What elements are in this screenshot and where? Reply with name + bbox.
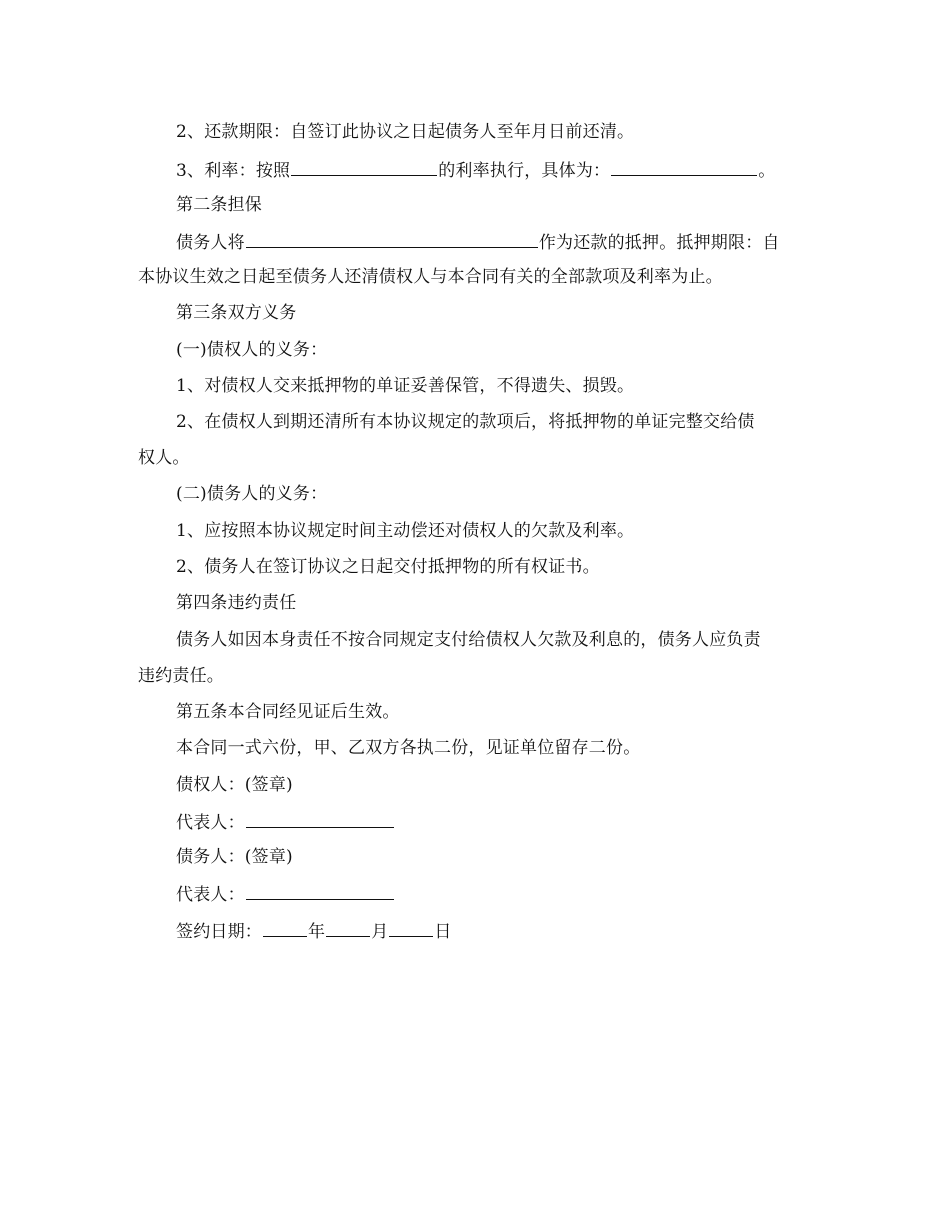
date-year-label: 年 — [308, 922, 326, 942]
collateral-blank[interactable] — [246, 229, 538, 248]
article-2-heading — [138, 193, 848, 217]
interest-basis-blank[interactable] — [291, 157, 437, 176]
collateral-period-text: 本协议生效之日起至债务人还清债权人与本合同有关的全部款项及利率为止。 — [138, 267, 723, 287]
copies-line — [138, 736, 848, 760]
debtor-duty-2 — [138, 555, 848, 579]
liability-line-cont — [138, 664, 810, 688]
creditor-duty-1 — [138, 374, 848, 398]
creditor-rep-blank[interactable] — [246, 809, 394, 828]
article-3-title: 第三条双方义务 — [176, 303, 297, 323]
article-5-heading — [138, 700, 848, 724]
creditor-rep-label: 代表人： — [176, 813, 245, 833]
liability-line — [138, 628, 848, 652]
creditor-duty-2-cont-text: 权人。 — [138, 448, 190, 468]
interest-rate-label: 3、利率：按照 — [176, 161, 291, 181]
creditor-duties-title: (一)债权人的义务： — [176, 340, 328, 360]
debtor-duty-1-text: 1、应按照本协议规定时间主动偿还对债权人的欠款及利率。 — [176, 521, 635, 541]
article-3-heading — [138, 301, 848, 325]
debtor-rep-blank[interactable] — [246, 881, 394, 900]
article-4-heading — [138, 591, 848, 615]
repayment-term-line — [138, 120, 848, 144]
creditor-duty-2 — [138, 410, 848, 434]
creditor-duty-2-text: 2、在债权人到期还清所有本协议规定的款项后，将抵押物的单证完整交给债 — [176, 412, 755, 432]
interest-rate-end-punct: 。 — [758, 161, 776, 181]
debtor-signature-line — [138, 845, 848, 869]
interest-detail-blank[interactable] — [611, 157, 757, 176]
debtor-duty-1 — [138, 519, 848, 543]
creditor-duties-heading — [138, 338, 848, 362]
date-year-blank[interactable] — [263, 918, 307, 937]
date-day-label: 日 — [434, 922, 452, 942]
date-day-blank[interactable] — [389, 918, 433, 937]
creditor-duty-2-cont — [138, 446, 810, 470]
signing-date-line — [138, 918, 848, 944]
interest-rate-middle-text: 的利率执行，具体为： — [438, 161, 611, 181]
collateral-line — [138, 229, 848, 255]
collateral-label: 债务人将 — [176, 233, 245, 253]
date-month-label: 月 — [371, 922, 389, 942]
collateral-text: 作为还款的抵押。抵押期限：自 — [538, 233, 780, 253]
article-4-title: 第四条违约责任 — [176, 593, 297, 613]
repayment-term-text: 2、还款期限：自签订此协议之日起债务人至年月日前还清。 — [176, 122, 635, 142]
creditor-signature-line — [138, 773, 848, 797]
signing-date-label: 签约日期： — [176, 922, 262, 942]
copies-text: 本合同一式六份，甲、乙双方各执二份，见证单位留存二份。 — [176, 738, 641, 758]
debtor-rep-line — [138, 881, 848, 907]
liability-cont-text: 违约责任。 — [138, 666, 224, 686]
debtor-duty-2-text: 2、债务人在签订协议之日起交付抵押物的所有权证书。 — [176, 557, 600, 577]
article-2-title: 第二条担保 — [176, 195, 262, 215]
debtor-signature-label: 债务人：(签章) — [176, 847, 293, 867]
debtor-rep-label: 代表人： — [176, 885, 245, 905]
creditor-duty-1-text: 1、对债权人交来抵押物的单证妥善保管，不得遗失、损毁。 — [176, 376, 635, 396]
creditor-rep-line — [138, 809, 848, 835]
date-month-blank[interactable] — [326, 918, 370, 937]
creditor-signature-label: 债权人：(签章) — [176, 775, 293, 795]
debtor-duties-title: (二)债务人的义务： — [176, 484, 328, 504]
interest-rate-line — [138, 157, 848, 183]
liability-text: 债务人如因本身责任不按合同规定支付给债权人欠款及利息的，债务人应负责 — [176, 630, 761, 650]
article-5-title: 第五条本合同经见证后生效。 — [176, 702, 400, 722]
debtor-duties-heading — [138, 482, 848, 506]
collateral-line-cont — [138, 265, 810, 289]
